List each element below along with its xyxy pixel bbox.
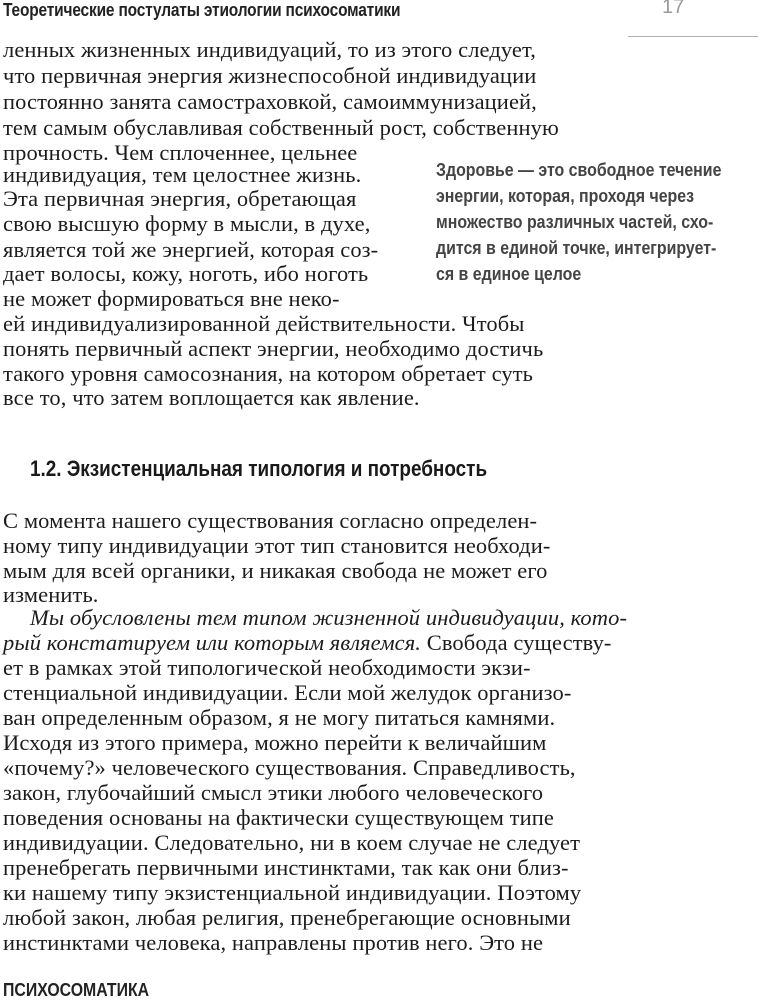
text-line: инстинктами человека, направлены против него. Это не	[3, 930, 544, 955]
text-line: свою высшую форму в мысли, в духе,	[3, 211, 371, 236]
header-rule	[628, 36, 758, 37]
text-line: не может формироваться вне неко-	[3, 286, 340, 311]
page-number: 17	[662, 0, 685, 18]
running-footer-title: ПСИХОСОМАТИКА	[3, 980, 150, 1000]
text-line: любой закон, любая религия, пренебрегающие основными	[3, 905, 571, 930]
text-line: ет в рамках этой типологической необходимости экзи-	[3, 655, 531, 680]
pull-quote-line: дится в единой точке, интегрирует-	[436, 237, 717, 258]
text-line: стенциальной индивидуации. Если мой желудок организо-	[3, 680, 572, 705]
text-line: прочность. Чем сплоченнее, цельнее	[3, 140, 358, 165]
pull-quote-line: энергии, которая, проходя через	[436, 185, 695, 206]
text-line: все то, что затем воплощается как явление.	[3, 385, 420, 410]
pull-quote-line: ся в единое целое	[436, 263, 582, 284]
text-line: является той же энергией, которая соз-	[3, 237, 379, 262]
running-header-title: Теоретические постулаты этиологии психосоматики	[3, 0, 401, 20]
text-line: ки нашему типу экзистенциальной индивидуации. Поэтому	[3, 880, 582, 905]
text-line: мым для всей органики, и никакая свобода не может его	[3, 558, 548, 583]
text-line	[3, 630, 612, 656]
text-line: изменить.	[3, 582, 99, 607]
text-line: ван определенным образом, я не могу питаться камнями.	[3, 705, 556, 730]
section-heading: 1.2. Экзистенциальная типология и потребность	[30, 456, 488, 481]
text-span: Свобода существу-	[421, 630, 612, 655]
text-line: ленных жизненных индивидуаций, то из этого следует,	[3, 37, 536, 62]
text-line: поведения основаны на фактически существующем типе	[3, 805, 554, 830]
pull-quote-line: Здоровье — это свободное течение	[436, 159, 722, 180]
text-line: С момента нашего существования согласно определен-	[3, 508, 538, 533]
text-line: ному типу индивидуации этот тип становится необходи-	[3, 533, 551, 558]
text-line: «почему?» человеческого существования. Справедливость,	[3, 755, 576, 780]
italic-span: рый констатируем или которым являемся.	[3, 630, 422, 655]
text-line: постоянно занята самостраховкой, самоиммунизацией,	[3, 89, 537, 114]
italic-line: Мы обусловлены тем типом жизненной индивидуации, кото-	[30, 605, 628, 630]
pull-quote-line: множество различных частей, схо-	[436, 211, 714, 232]
text-line: Исходя из этого примера, можно перейти к величайшим	[3, 730, 547, 755]
text-line: ей индивидуализированной действительности. Чтобы	[3, 311, 525, 336]
text-line: тем самым обуславливая собственный рост, собственную	[3, 115, 559, 140]
text-line: индивидуация, тем целостнее жизнь.	[3, 162, 362, 187]
text-line: Эта первичная энергия, обретающая	[3, 186, 357, 211]
text-line: такого уровня самосознания, на котором обретает суть	[3, 361, 534, 386]
text-line: дает волосы, кожу, ноготь, ибо ноготь	[3, 261, 369, 286]
text-line: закон, глубочайший смысл этики любого человеческого	[3, 780, 544, 805]
text-line: что первичная энергия жизнеспособной индивидуации	[3, 63, 537, 88]
text-line: понять первичный аспект энергии, необходимо достичь	[3, 336, 544, 361]
text-line: пренебрегать первичными инстинктами, так как они близ-	[3, 855, 569, 880]
text-line: индивидуации. Следовательно, ни в коем случае не следует	[3, 830, 581, 855]
